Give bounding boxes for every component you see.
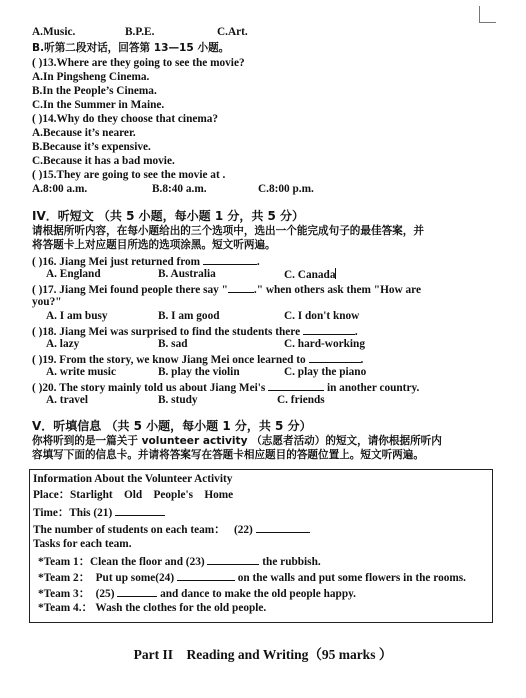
q17-option-a: A. I am busy bbox=[46, 310, 108, 322]
q18-option-c: C. hard-working bbox=[284, 338, 365, 350]
q15-option-c: C.8:00 p.m. bbox=[258, 183, 314, 195]
q13-option-a: A.In Pingsheng Cinema. bbox=[32, 71, 150, 83]
info-card-tasks: Tasks for each team. bbox=[33, 538, 132, 550]
section-5-heading: V．听填信息 （共 5 小题，每小题 1 分，共 5 分） bbox=[32, 419, 312, 433]
q17-option-b: B. I am good bbox=[158, 310, 220, 322]
blank-25 bbox=[117, 586, 157, 597]
info-card-place bbox=[33, 489, 233, 502]
q20-option-b: B. study bbox=[158, 394, 198, 406]
option-a: A.Music. bbox=[32, 26, 76, 38]
part-2-heading: Part II Reading and Writing（95 marks ） bbox=[133, 647, 393, 662]
q18-blank bbox=[303, 324, 355, 335]
q19-option-a: A. write music bbox=[46, 366, 116, 378]
blank-22 bbox=[256, 522, 310, 533]
volunteer-info-card bbox=[29, 469, 493, 623]
q16-blank bbox=[203, 254, 257, 265]
q18-text: ( )18. Jiang Mei was surprised to find the students there bbox=[32, 326, 301, 338]
option-b: B.P.E. bbox=[125, 26, 155, 38]
q16-options bbox=[32, 268, 336, 281]
info-card-students bbox=[33, 522, 310, 537]
q17-text-1: ( )17. Jiang Mei found people there say " bbox=[32, 284, 228, 296]
q19-option-c: C. play the piano bbox=[284, 366, 367, 378]
page-corner-mark bbox=[479, 6, 496, 23]
team-2-text: *Team 2： Put up some(24) bbox=[38, 572, 175, 584]
q17-option-c: C. I don't know bbox=[284, 310, 360, 322]
info-card-team-3 bbox=[38, 586, 356, 601]
time-label: Time： bbox=[33, 507, 70, 519]
q13-question: ( )13.Where are they going to see the movie? bbox=[32, 57, 245, 69]
section-4-instruction-2: 将答题卡上对应题目所选的选项涂黑。短文听两遍。 bbox=[32, 239, 276, 251]
q15-options bbox=[32, 183, 314, 196]
section-4-heading: IV．听短文 （共 5 小题，每小题 1 分，共 5 分） bbox=[32, 209, 305, 223]
q19-text: ( )19. From the story, we know Jiang Mei once learned to bbox=[32, 354, 306, 366]
info-card-time bbox=[33, 505, 165, 520]
q16-text: ( )16. Jiang Mei just returned from bbox=[32, 256, 201, 268]
q16-period: . bbox=[256, 256, 260, 268]
q19-question bbox=[32, 352, 363, 367]
time-value: This (21) bbox=[69, 507, 113, 519]
blank-23 bbox=[207, 554, 259, 565]
text-cursor bbox=[335, 268, 336, 279]
q17-blank bbox=[228, 282, 254, 293]
q17-text-2: ." when others ask them "How are bbox=[253, 284, 421, 296]
students-label: The number of students on each team： (22) bbox=[33, 524, 253, 536]
q13-option-b: B.In the People’s Cinema. bbox=[32, 85, 157, 97]
q17-question bbox=[32, 282, 421, 297]
q16-option-b: B. Australia bbox=[158, 268, 216, 280]
info-card-title: Information About the Volunteer Activity bbox=[33, 473, 233, 485]
q15-option-b: B.8:40 a.m. bbox=[152, 183, 207, 195]
team-1-text: *Team 1：Clean the floor and (23) bbox=[38, 556, 205, 568]
q20-blank bbox=[268, 380, 324, 391]
q12-options bbox=[32, 26, 248, 39]
q20-question bbox=[32, 380, 419, 395]
q20-option-a: A. travel bbox=[46, 394, 89, 406]
q14-option-a: A.Because it’s nearer. bbox=[32, 127, 136, 139]
q17-question-cont: you?" bbox=[32, 296, 62, 308]
blank-21 bbox=[115, 505, 165, 516]
q18-option-b: B. sad bbox=[158, 338, 188, 350]
q16-option-a: A. England bbox=[46, 268, 101, 280]
place-label: Place： bbox=[33, 489, 71, 501]
team-1-text-tail: the rubbish. bbox=[262, 556, 321, 568]
info-card-team-1 bbox=[38, 554, 321, 569]
team-3-text: *Team 3： (25) bbox=[38, 588, 115, 600]
q20-text-tail: in another country. bbox=[326, 382, 420, 394]
info-card-team-4: *Team 4.： Wash the clothes for the old people. bbox=[38, 602, 267, 614]
q19-options bbox=[32, 366, 367, 379]
q18-period: . bbox=[354, 326, 358, 338]
q15-option-a: A.8:00 a.m. bbox=[32, 183, 88, 195]
section-5-instruction-1: 你将听到的是一篇关于 volunteer activity （志愿者活动）的短文，请你根据所听内 bbox=[32, 435, 442, 447]
q20-option-c: C. friends bbox=[277, 394, 325, 406]
info-card-team-2 bbox=[38, 570, 466, 585]
q16-option-c: C. Canada bbox=[284, 269, 336, 281]
q15-question: ( )15.They are going to see the movie at . bbox=[32, 169, 226, 181]
q14-option-c: C.Because it has a bad movie. bbox=[32, 155, 175, 167]
q17-options bbox=[32, 310, 360, 323]
q18-options bbox=[32, 338, 365, 351]
section-4-instruction-1: 请根据所听内容，在每小题给出的三个选项中，选出一个能完成句子的最佳答案，并 bbox=[32, 225, 424, 237]
q16-question bbox=[32, 254, 260, 269]
q20-options bbox=[32, 394, 325, 407]
q19-option-b: B. play the violin bbox=[158, 366, 240, 378]
option-c: C.Art. bbox=[217, 26, 248, 38]
team-2-text-tail: on the walls and put some flowers in the rooms. bbox=[237, 572, 466, 584]
section-5-instruction-2: 容填写下面的信息卡。并请将答案写在答题卡相应题目的答题位置上。短文听两遍。 bbox=[32, 449, 424, 461]
q18-option-a: A. lazy bbox=[46, 338, 80, 350]
q18-question bbox=[32, 324, 358, 339]
q14-question: ( )14.Why do they choose that cinema? bbox=[32, 113, 219, 125]
team-3-text-tail: and dance to make the old people happy. bbox=[160, 588, 356, 600]
q14-option-b: B.Because it’s expensive. bbox=[32, 141, 151, 153]
q20-text: ( )20. The story mainly told us about Jiang Mei's bbox=[32, 382, 266, 394]
q19-blank bbox=[309, 352, 361, 363]
dialogue-2-instruction: B.听第二段对话，回答第 13—15 小题。 bbox=[32, 42, 230, 54]
place-value: Starlight Old People's Home bbox=[70, 489, 234, 501]
q19-period: . bbox=[360, 354, 364, 366]
q13-option-c: C.In the Summer in Maine. bbox=[32, 99, 165, 111]
blank-24 bbox=[177, 570, 235, 581]
